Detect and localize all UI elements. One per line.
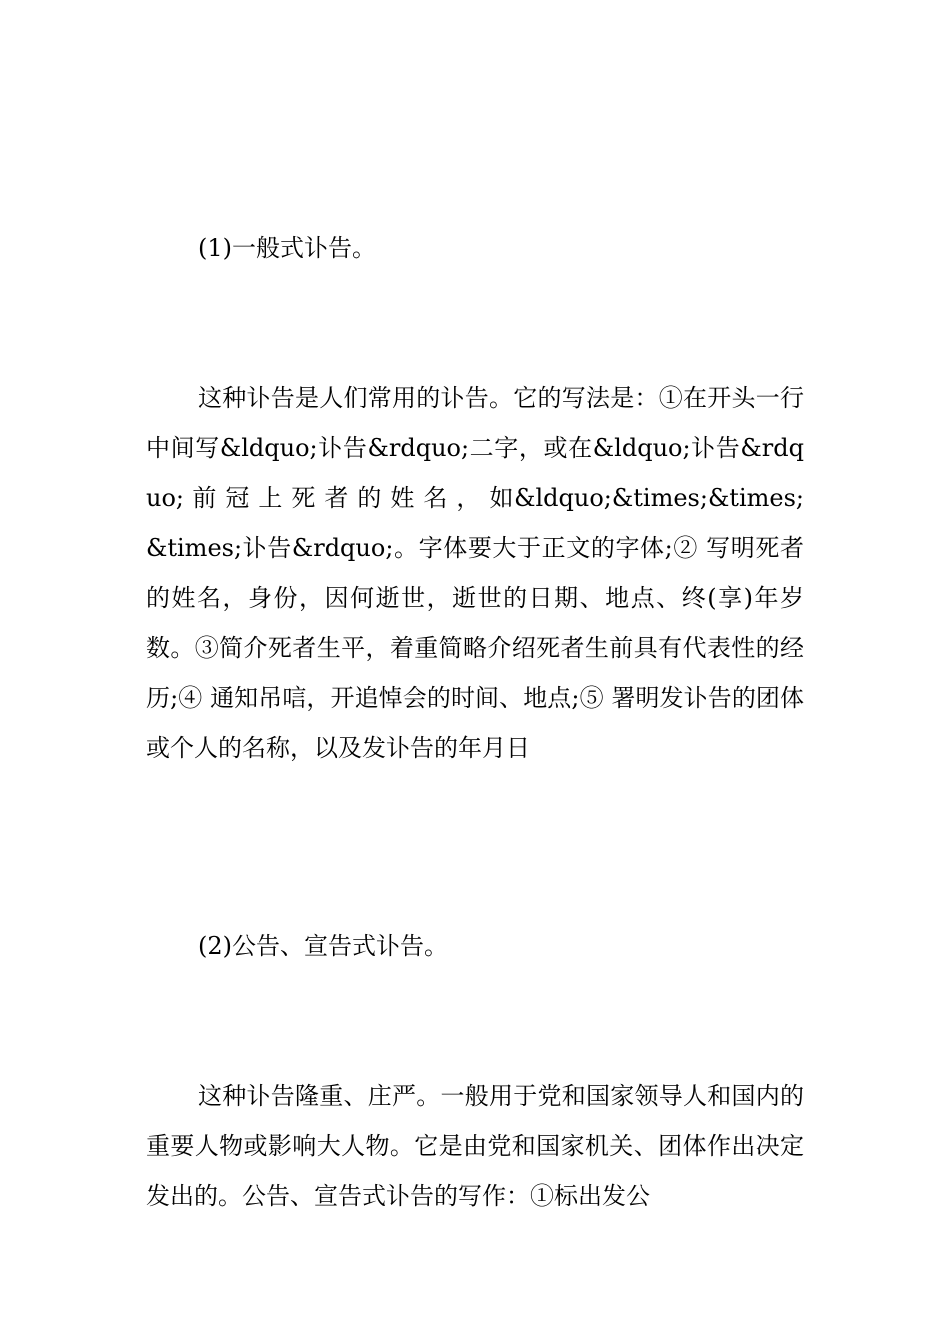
section-paragraph-1: 这种讣告是人们常用的讣告。它的写法是：①在开头一行中间写&ldquo;讣告&rdquo;二字，或在&ldquo;讣告&rdquo; 前 冠 上 死 者 的 姓 名 ， 如&ldquo;&times;&times;&times;讣告&rdquo;。字体要大于正文的字体;② 写明死者的姓名，身份，因何逝世，逝世的日期、地点、终(享)年岁数。③简介死者生平，着重简略介绍死者生前具有代表性的经历;④ 通知吊唁，开追悼会的时间、地点;⑤ 署明发讣告的团体或个人的名称，以及发讣告的年月日 <box>146 384 804 762</box>
section-paragraph-2: 这种讣告隆重、庄严。一般用于党和国家领导人和国内的重要人物或影响大人物。它是由党和国家机关、团体作出决定发出的。公告、宣告式讣告的写作：①标出发公 <box>146 1082 804 1210</box>
section-heading-1: (1)一般式讣告。 <box>198 234 376 262</box>
section-heading-2: (2)公告、宣告式讣告。 <box>198 932 448 960</box>
